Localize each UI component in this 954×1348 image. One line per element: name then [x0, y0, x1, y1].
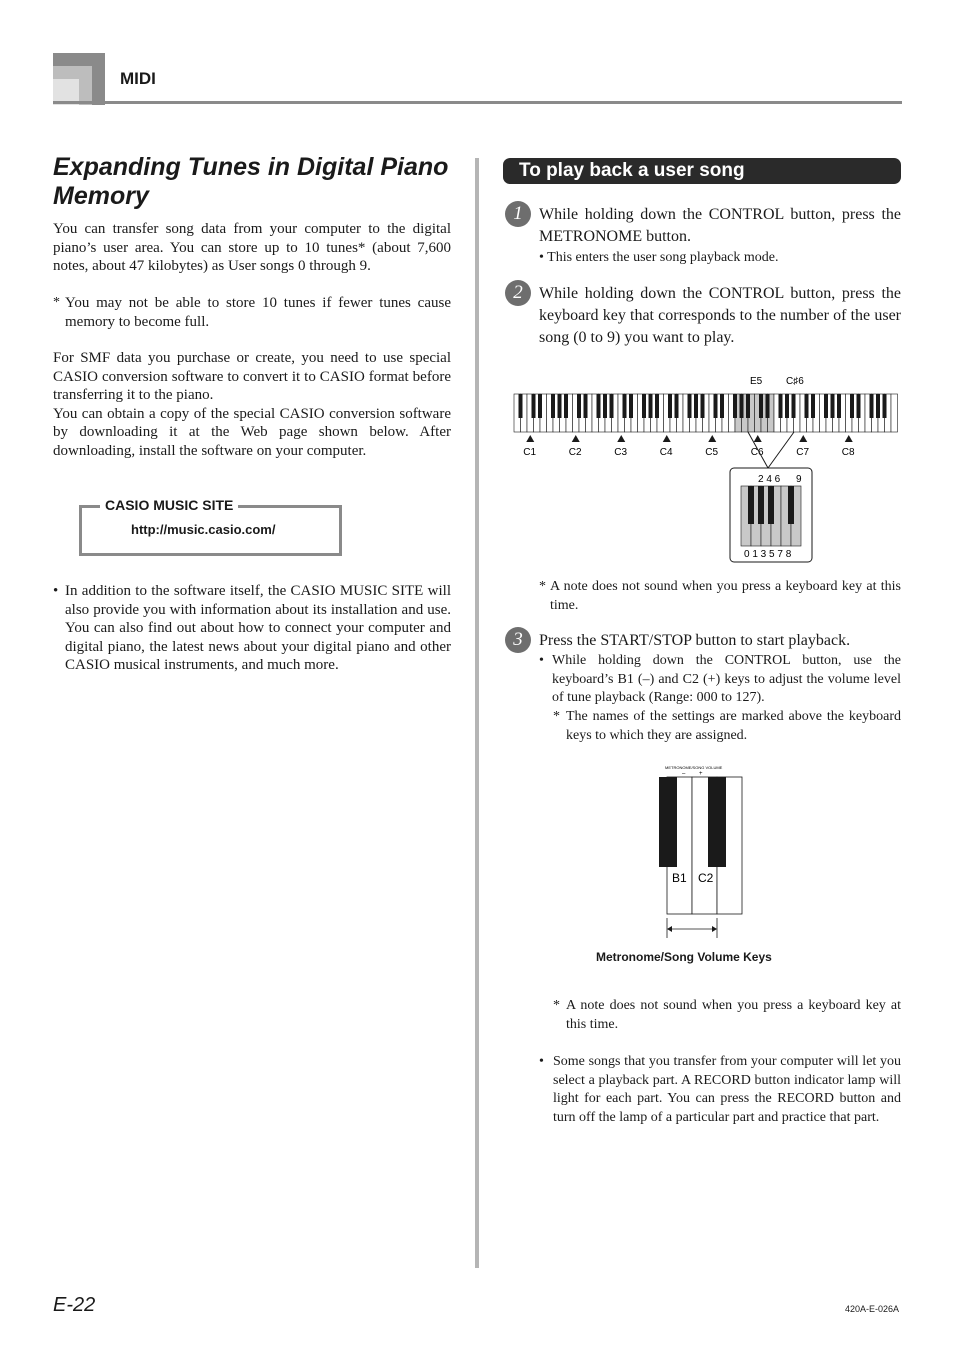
- c-marker: [617, 435, 625, 442]
- column-divider: [475, 158, 479, 1268]
- black-key: [597, 394, 601, 418]
- black-key: [577, 394, 581, 418]
- note-3: * A note does not sound when you press a keyboard key at this time.: [553, 998, 901, 1032]
- footnote: * You may not be able to store 10 tunes if fewer tunes cause memory to become full.: [53, 295, 451, 330]
- c-label: C5: [705, 447, 719, 458]
- black-key: [792, 394, 796, 418]
- c-marker: [526, 435, 534, 442]
- black-key: [733, 394, 737, 418]
- step-1-text: While holding down the CONTROL button, press the METRONOME button.: [539, 206, 901, 245]
- page-title: Expanding Tunes in Digital Piano Memory: [53, 153, 449, 210]
- site-label: CASIO MUSIC SITE: [100, 497, 238, 513]
- black-key: [701, 394, 705, 418]
- c-marker: [572, 435, 580, 442]
- c-key-markers: [523, 435, 855, 458]
- c-label: C1: [523, 447, 537, 458]
- black-key: [746, 394, 750, 418]
- zoom-black-key: [748, 486, 754, 524]
- bracket-arrow-left-head: [667, 926, 672, 932]
- black-key: [558, 394, 562, 418]
- last-bullet: • Some songs that you transfer from your computer will let you select a playback part. A RECORD button indicator lamp will light for each part. You can press the RECORD button and turn off the lamp of a particular part and practice that part.: [539, 1054, 901, 1125]
- step-2-text: While holding down the CONTROL button, press the keyboard key that corresponds to the number of the user song (0 to 9) you want to play.: [539, 285, 901, 346]
- zoom-bottom-labels: 0 1 3 5 7 8: [744, 549, 792, 560]
- black-key: [870, 394, 874, 418]
- step-3-bullet: • While holding down the CONTROL button, use the keyboard’s B1 (–) and C2 (+) keys to adjust the volume level of tune playback (Range: 000 to 127).: [539, 653, 901, 705]
- step-1-sub: • This enters the user song playback mode.: [539, 250, 779, 265]
- black-key: [785, 394, 789, 418]
- c-marker: [845, 435, 853, 442]
- black-key: [668, 394, 672, 418]
- volume-top-label: METRONOME/SONG VOLUME: [665, 765, 723, 770]
- black-key: [564, 394, 568, 418]
- label-e5: E5: [750, 376, 763, 387]
- black-key: [610, 394, 614, 418]
- black-key: [876, 394, 880, 418]
- intro-paragraph: You can transfer song data from your computer to the digital piano’s user area. You can store up to 10 tunes* (about 7,600 notes, about 47 kilobytes) as User songs 0 through 9.: [53, 221, 451, 275]
- black-key: [805, 394, 809, 418]
- black-key-right: [708, 777, 726, 867]
- black-key: [603, 394, 607, 418]
- volume-plus: +: [699, 771, 703, 777]
- bullet-item: • In addition to the software itself, the CASIO MUSIC SITE will also provide you with information about its installation and use. You can also find out about how to connect your computer and digital piano, the latest news about your digital piano and other CASIO musical instruments, and much more.: [53, 583, 451, 674]
- volume-minus: –: [682, 771, 686, 777]
- black-key: [649, 394, 653, 418]
- black-key: [831, 394, 835, 418]
- c-label: C3: [614, 447, 628, 458]
- step-3-text: Press the START/STOP button to start playback.: [539, 632, 851, 649]
- keyboard-diagram: [510, 370, 905, 565]
- black-key: [720, 394, 724, 418]
- black-key: [532, 394, 536, 418]
- c-marker: [754, 435, 762, 442]
- step-1-number: 1: [505, 201, 531, 227]
- black-key: [551, 394, 555, 418]
- volume-caption: Metronome/Song Volume Keys: [596, 950, 772, 964]
- black-key: [766, 394, 770, 418]
- label-csharp6: C♯6: [786, 376, 804, 387]
- c-label: C2: [568, 447, 582, 458]
- section-header: MIDI: [120, 69, 156, 88]
- site-url[interactable]: http://music.casio.com/: [131, 522, 276, 537]
- header-rule: [53, 101, 902, 104]
- bracket-arrow-right-head: [712, 926, 717, 932]
- black-key: [584, 394, 588, 418]
- black-key: [623, 394, 627, 418]
- black-key: [850, 394, 854, 418]
- label-c2: C2: [698, 871, 714, 885]
- black-key: [688, 394, 692, 418]
- black-key: [779, 394, 783, 418]
- note-2: * A note does not sound when you press a keyboard key at this time.: [539, 579, 901, 613]
- black-key: [629, 394, 633, 418]
- section-title: To play back a user song: [519, 160, 745, 181]
- black-key: [714, 394, 718, 418]
- c-label: C8: [841, 447, 855, 458]
- zoom-black-key: [768, 486, 774, 524]
- black-key: [538, 394, 542, 418]
- black-key: [811, 394, 815, 418]
- black-key: [694, 394, 698, 418]
- step-3-number: 3: [505, 627, 531, 653]
- page-number: E-22: [53, 1294, 96, 1316]
- black-key: [759, 394, 763, 418]
- c-marker: [708, 435, 716, 442]
- zoom-black-key: [788, 486, 794, 524]
- c-marker: [663, 435, 671, 442]
- zoom-keys: [741, 486, 801, 546]
- black-key: [655, 394, 659, 418]
- c-label: C7: [796, 447, 810, 458]
- smf-paragraph: For SMF data you purchase or create, you need to use special CASIO conversion software to convert it to CASIO format before transferring it to the piano. You can obtain a copy of the special CASIO conversion software by downloading it at the Web page shown below. After downloading, install the software on your computer.: [53, 350, 451, 459]
- black-key: [857, 394, 861, 418]
- zoom-top-label-9: 9: [796, 474, 802, 485]
- step-3-note: * The names of the settings are marked above the keyboard keys to which they are assigned.: [553, 709, 901, 743]
- black-key: [883, 394, 887, 418]
- c-marker: [799, 435, 807, 442]
- zoom-black-key: [758, 486, 764, 524]
- step-2-number: 2: [505, 280, 531, 306]
- zoom-top-labels: 2 4 6: [758, 474, 781, 485]
- callout-line-right: [768, 432, 794, 468]
- black-key: [824, 394, 828, 418]
- doc-code: 420A-E-026A: [845, 1304, 900, 1314]
- white-key: [891, 394, 898, 432]
- label-b1: B1: [672, 871, 687, 885]
- c-label: C4: [659, 447, 673, 458]
- black-key: [837, 394, 841, 418]
- black-key: [642, 394, 646, 418]
- c-label: C6: [750, 447, 764, 458]
- black-key: [675, 394, 679, 418]
- volume-keys-diagram: [655, 760, 755, 950]
- black-key-left: [659, 777, 677, 867]
- black-key: [740, 394, 744, 418]
- black-key: [519, 394, 523, 418]
